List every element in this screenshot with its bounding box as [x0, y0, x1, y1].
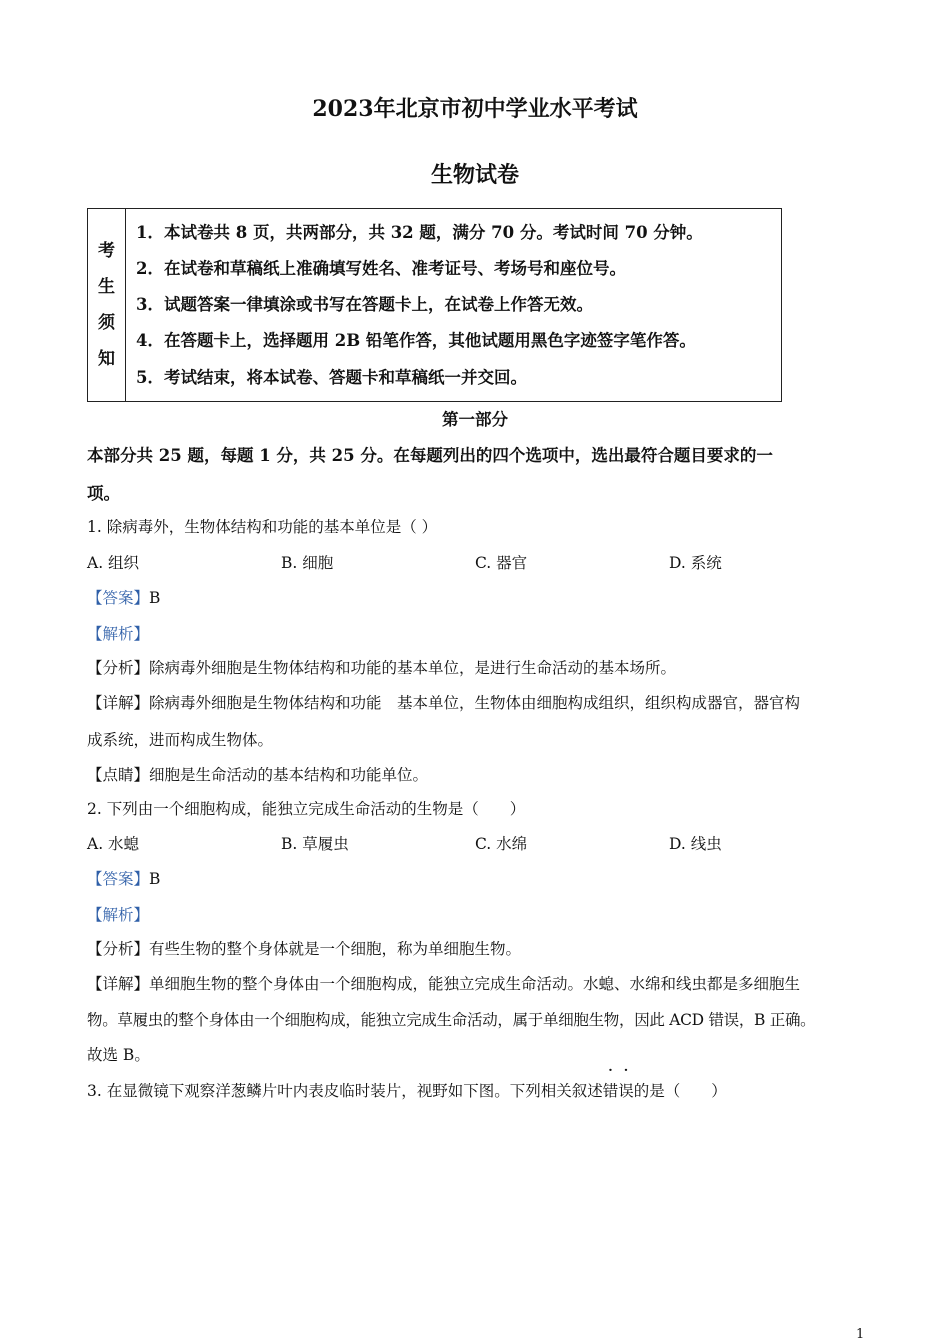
notice-item: 2．在试卷和草稿纸上准确填写姓名、准考证号、考场号和座位号。 [136, 259, 626, 278]
dianjing-tag: 【点睛】 [87, 766, 150, 784]
exam-notice-box [87, 208, 782, 402]
q2-fenxi [87, 937, 521, 959]
q3-stem-text: 3. 在显微镜下观察洋葱鳞片叶内表皮临时装片，视野如下图。下列相关叙述 [87, 1082, 603, 1100]
exam-subtitle: 生物试卷 [430, 162, 519, 188]
answer-value: B [149, 589, 161, 607]
q1-xiangjie [87, 691, 800, 713]
q2-option-c: C. 水绵 [475, 835, 528, 853]
notice-heading-char: 须 [98, 313, 115, 333]
q2-xiangjie [87, 972, 800, 994]
notice-heading-char: 生 [98, 277, 115, 297]
answer-tag: 【答案】 [87, 589, 150, 607]
emphasis-char: 错 [602, 1082, 619, 1100]
xiangjie-tag: 【详解】 [87, 694, 150, 712]
q1-option-d: D. 系统 [669, 554, 722, 572]
xiangjie-text: 除病毒外细胞是生物体结构和功能 基本单位，生物体由细胞构成组织，组织构成器官，器官构 [149, 694, 801, 712]
fenxi-text: 除病毒外细胞是生物体结构和功能的基本单位，是进行生命活动的基本场所。 [149, 659, 677, 677]
notice-heading-char: 考 [98, 241, 115, 261]
answer-value: B [149, 870, 161, 888]
xiangjie-text: 单细胞生物的整个身体由一个细胞构成，能独立完成生命活动。水螅、水绵和线虫都是多细胞生 [149, 975, 801, 993]
q1-analysis-tag: 【解析】 [87, 625, 150, 643]
fenxi-tag: 【分析】 [87, 940, 150, 958]
notice-item: 4．在答题卡上，选择题用 2B 铅笔作答，其他试题用黑色字迹签字笔作答。 [136, 331, 696, 350]
q1-xiangjie-cont: 成系统，进而构成生物体。 [87, 731, 274, 749]
q1-stem: 1. 除病毒外，生物体结构和功能的基本单位是（ ） [87, 518, 438, 536]
notice-heading-char: 知 [98, 349, 115, 369]
part1-instruction-cont: 项。 [87, 484, 120, 503]
q3-stem [87, 1079, 727, 1101]
part1-instruction: 本部分共 25 题，每题 1 分，共 25 分。在每题列出的四个选项中，选出最符合题目要求的一 [87, 446, 773, 465]
emphasis-char: 误 [618, 1082, 634, 1100]
q1-option-c: C. 器官 [475, 554, 528, 572]
q2-stem: 2. 下列由一个细胞构成，能独立完成生命活动的生物是（ ） [87, 800, 526, 818]
answer-tag: 【答案】 [87, 870, 150, 888]
q1-dianjing [87, 763, 428, 785]
q1-option-b: B. 细胞 [281, 554, 334, 572]
q2-xiangjie-cont: 物。草履虫的整个身体由一个细胞构成，能独立完成生命活动，属于单细胞生物，因此 ACD 错误，B 正确。 [87, 1011, 816, 1029]
q2-analysis-tag: 【解析】 [87, 906, 150, 924]
q1-option-a: A. 组织 [87, 554, 140, 572]
exam-title: 2023年北京市初中学业水平考试 [312, 96, 638, 122]
page-number: 1 [856, 1327, 865, 1342]
notice-item: 5．考试结束，将本试卷、答题卡和草稿纸一并交回。 [136, 368, 527, 387]
q2-conclusion: 故选 B。 [87, 1046, 150, 1064]
q2-option-a: A. 水螅 [87, 835, 140, 853]
notice-heading [88, 209, 126, 401]
fenxi-tag: 【分析】 [87, 659, 150, 677]
q1-answer [87, 586, 160, 608]
fenxi-text: 有些生物的整个身体就是一个细胞，称为单细胞生物。 [149, 940, 522, 958]
dianjing-text: 细胞是生命活动的基本结构和功能单位。 [149, 766, 429, 784]
notice-item: 3．试题答案一律填涂或书写在答题卡上，在试卷上作答无效。 [136, 295, 593, 314]
q2-answer [87, 867, 160, 889]
notice-item: 1．本试卷共 8 页，共两部分，共 32 题，满分 70 分。考试时间 70 分钟。 [136, 223, 703, 242]
q2-option-d: D. 线虫 [669, 835, 722, 853]
q3-stem-text-end: 的是（ ） [633, 1082, 727, 1100]
part1-heading: 第一部分 [442, 410, 508, 429]
q1-fenxi [87, 656, 676, 678]
q2-option-b: B. 草履虫 [281, 835, 349, 853]
xiangjie-tag: 【详解】 [87, 975, 150, 993]
